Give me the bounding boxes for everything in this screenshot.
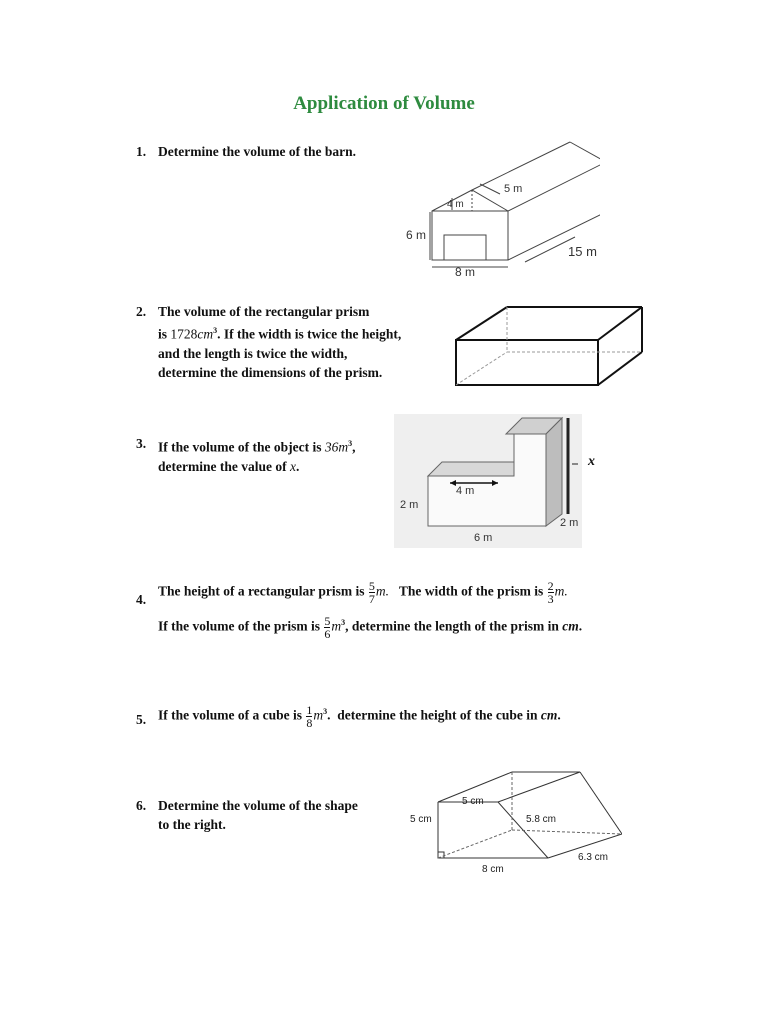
question-text bbox=[158, 796, 358, 834]
prism6-label-5cm-top: 5 cm bbox=[462, 796, 484, 807]
barn-label-6m: 6 m bbox=[406, 228, 427, 242]
q2-line-2: is $1728cm^3$. If the width is twice the height, bbox=[158, 326, 402, 342]
question-text: Determine the volume of the barn. bbox=[158, 144, 356, 159]
barn-figure bbox=[400, 132, 600, 282]
volume-fraction: $\frac{5}{6}$ bbox=[324, 613, 331, 641]
object-label-6m: 6 m bbox=[474, 532, 493, 544]
object-label-x: x bbox=[588, 454, 595, 469]
q2-line-4: determine the dimensions of the prism. bbox=[158, 364, 383, 380]
question-text: If the volume of a cube is $\frac{1}{8}$ $m^3$. determine the height of the cube in cm. bbox=[158, 702, 561, 730]
q2-line-1: The volume of the rectangular prism bbox=[158, 304, 370, 319]
width-fraction: $\frac{2}{3}$ bbox=[547, 579, 554, 606]
prism6-label-5cm-left: 5 cm bbox=[410, 814, 432, 825]
q6-line-2: to the right. bbox=[158, 817, 226, 832]
cube-volume-fraction: $\frac{1}{8}$ bbox=[306, 702, 313, 730]
object-label-2m-left: 2 m bbox=[400, 499, 419, 511]
question-number: 4. bbox=[136, 592, 147, 607]
object-label-2m-right: 2 m bbox=[560, 517, 579, 529]
l-shaped-object-figure bbox=[394, 414, 582, 548]
object-label-4m: 4 m bbox=[456, 485, 475, 497]
question-text bbox=[158, 434, 355, 476]
question-number: 3. bbox=[136, 436, 147, 451]
height-fraction: $\frac{5}{7}$ bbox=[368, 579, 375, 606]
q3-line-2: determine the value of x. bbox=[158, 458, 300, 474]
question-text bbox=[158, 302, 401, 382]
question-text bbox=[158, 580, 582, 640]
q4-line-1: The height of a rectangular prism is $\frac{5}{7}$ m. The width of the prism is $\frac{2}{3}$ m. bbox=[158, 579, 568, 606]
prism6-label-5-8cm: 5.8 cm bbox=[526, 814, 557, 825]
barn-label-4m: 4 m bbox=[447, 199, 464, 210]
barn-label-15m: 15 m bbox=[568, 244, 597, 259]
barn-label-5m: 5 m bbox=[504, 183, 523, 195]
q4-line-2: If the volume of the prism is $\frac{5}{6}$ $m^3$, determine the length of the prism in cm. bbox=[158, 613, 583, 641]
q6-line-1: Determine the volume of the shape bbox=[158, 798, 358, 813]
question-number: 1. bbox=[136, 144, 147, 159]
question-number: 5. bbox=[136, 712, 147, 727]
q2-line-3: and the length is twice the width, bbox=[158, 345, 348, 361]
page-title: Application of Volume bbox=[293, 93, 475, 114]
question-number: 2. bbox=[136, 304, 147, 319]
prism6-label-8cm: 8 cm bbox=[482, 864, 504, 875]
prism6-label-6-3cm: 6.3 cm bbox=[578, 852, 609, 863]
triangular-prism-figure bbox=[408, 768, 622, 878]
barn-label-8m: 8 m bbox=[455, 265, 476, 279]
q3-line-1: If the volume of the object is $36m^3$, bbox=[158, 439, 356, 455]
rectangular-prism-figure bbox=[452, 302, 652, 392]
question-number: 6. bbox=[136, 798, 147, 813]
